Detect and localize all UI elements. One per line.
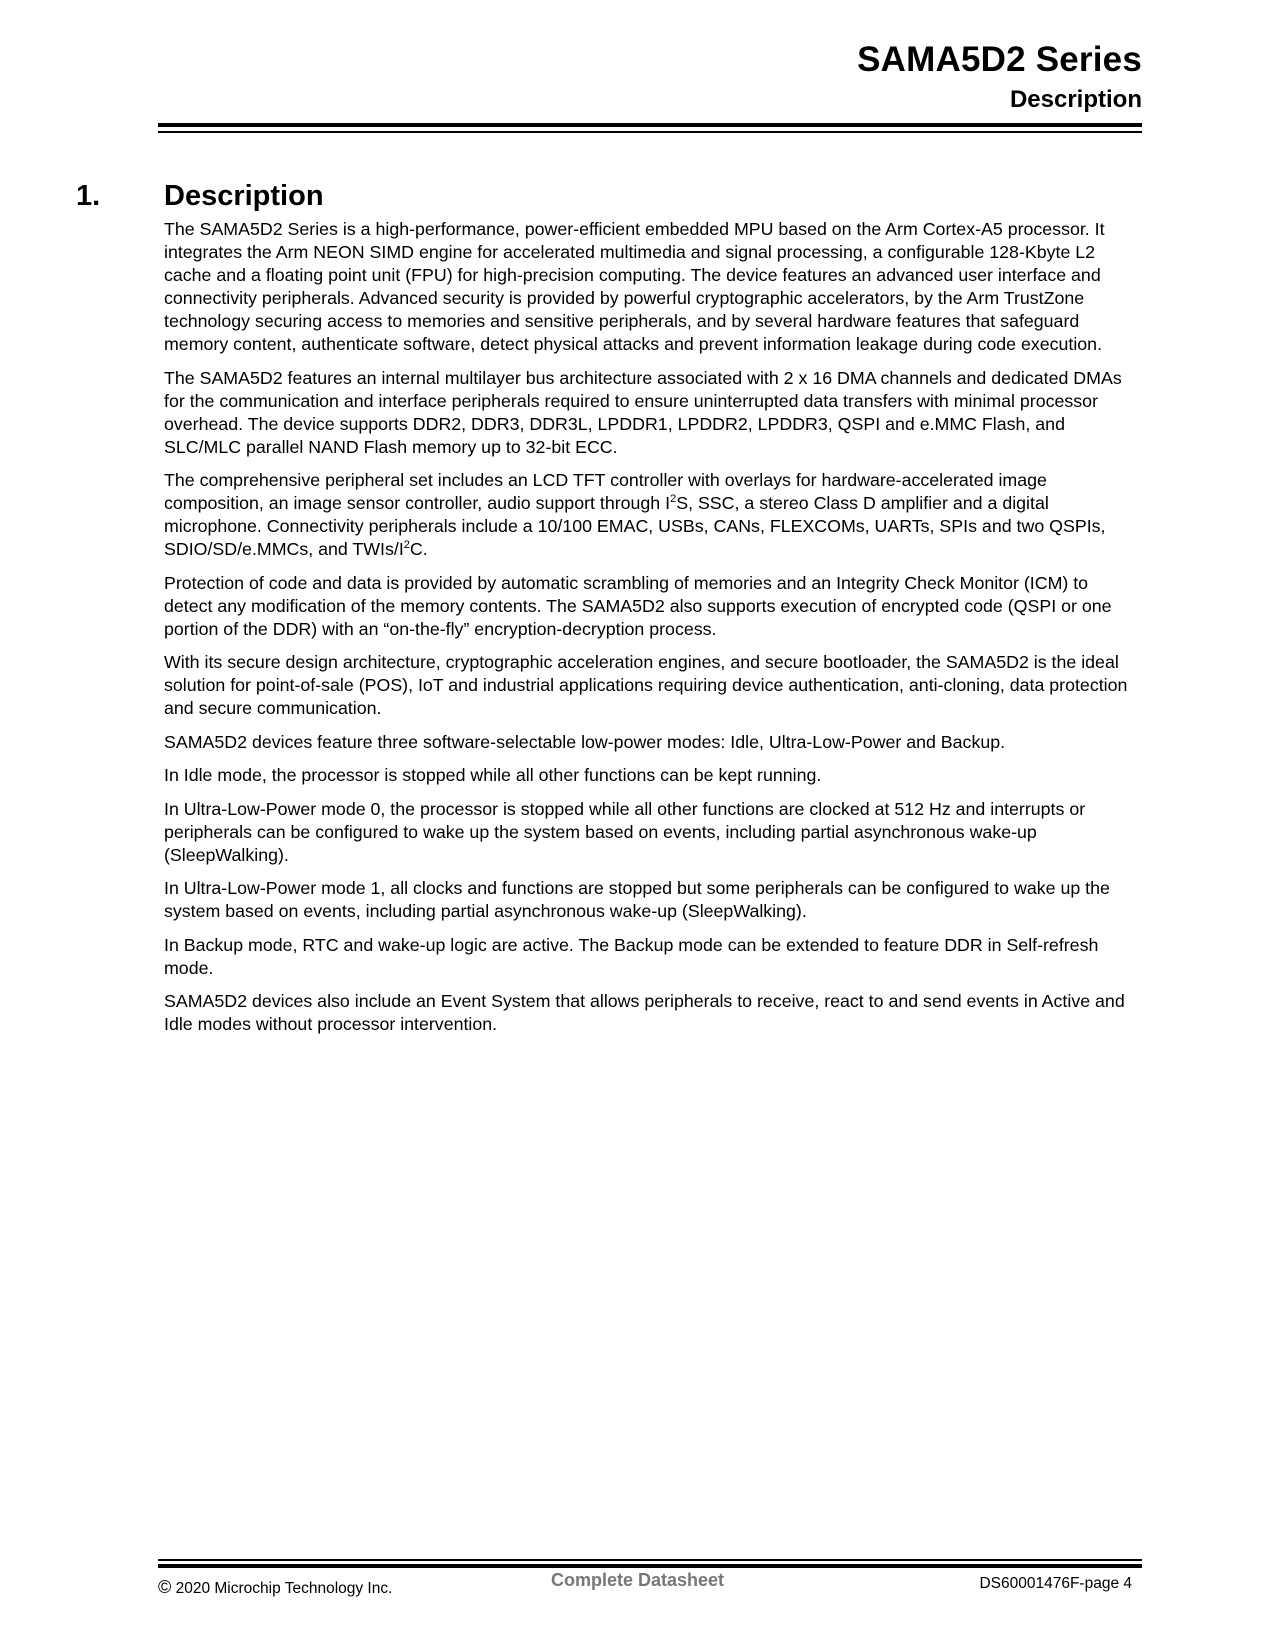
paragraph: The SAMA5D2 Series is a high-performance, power-efficient embedded MPU based on the Arm Cortex-A5 processor. It integrates the Arm NEON SIMD engine for accelerated multimedia and signal processing, a configurable 128-Kbyte L2 cache and a floating point unit (FPU) for high-precision computing. The device features an advanced user interface and connectivity peripherals. Advanced security is provided by powerful cryptographic accelerators, by the Arm TrustZone technology securing access to memories and sensitive peripherals, and by several hardware features that safeguard memory content, authenticate software, detect physical attacks and prevent information leakage during code execution. xyxy=(164,219,1105,354)
body-text xyxy=(164,218,1140,1047)
footer-rule-thick xyxy=(158,1564,1142,1568)
footer-doc-type: Complete Datasheet xyxy=(550,1570,725,1590)
superscript: 2 xyxy=(403,539,410,551)
footer-rule-thin xyxy=(158,1559,1142,1561)
section-number: 1. xyxy=(76,180,101,212)
paragraph: With its secure design architecture, cryptographic acceleration engines, and secure bootloader, the SAMA5D2 is the ideal solution for point-of-sale (POS), IoT and industrial applications requiring device authentication, anti-cloning, data protection and secure communication. xyxy=(164,652,1128,718)
text-run: The comprehensive peripheral set includes an LCD TFT controller with overlays for hardware-accelerated image composition, an image sensor controller, audio support through I xyxy=(164,470,1047,513)
text-run: S, SSC, a stereo Class D amplifier and a digital microphone. Connectivity peripherals include a 10/100 EMAC, USBs, CANs, FLEXCOMs, UARTs, SPIs and two QSPIs, SDIO/SD/e.MMCs, and TWIs/I xyxy=(164,493,1106,559)
paragraph: SAMA5D2 devices feature three software-selectable low-power modes: Idle, Ultra-Low-Power and Backup. xyxy=(164,731,1006,752)
paragraph: In Ultra-Low-Power mode 1, all clocks and functions are stopped but some peripherals can be configured to wake up the system based on events, including partial asynchronous wake-up (SleepWalking). xyxy=(164,878,1110,921)
paragraph: Protection of code and data is provided by automatic scrambling of memories and an Integrity Check Monitor (ICM) to detect any modification of the memory contents. The SAMA5D2 also supports execution of encrypted code (QSPI or one portion of the DDR) with an “on-the-fly” encryption-decryption process. xyxy=(164,572,1112,639)
copyright-symbol: © xyxy=(158,1577,172,1597)
paragraph: In Backup mode, RTC and wake-up logic are active. The Backup mode can be extended to feature DDR in Self-refresh mode. xyxy=(164,934,1099,978)
paragraph: In Ultra-Low-Power mode 0, the processor is stopped while all other functions are clocked at 512 Hz and interrupts or peripherals can be configured to wake up the system based on events, including partial asynchronous wake-up (SleepWalking). xyxy=(164,798,1086,865)
header-rule-thin xyxy=(158,131,1142,133)
text-run: C. xyxy=(409,539,428,559)
document-title: SAMA5D2 Series xyxy=(857,40,1142,79)
paragraph xyxy=(164,469,1140,561)
superscript: 2 xyxy=(670,493,677,505)
copyright-text: 2020 Microchip Technology Inc. xyxy=(175,1580,393,1597)
section-title: Description xyxy=(164,180,324,212)
paragraph: The SAMA5D2 features an internal multilayer bus architecture associated with 2 x 16 DMA channels and dedicated DMAs for the communication and interface peripherals required to ensure uninterrupted data transfers with minimal processor overhead. The device supports DDR2, DDR3, DDR3L, LPDDR1, LPDDR2, LPDDR3, QSPI and e.MMC Flash, and SLC/MLC parallel NAND Flash memory up to 32-bit ECC. xyxy=(164,367,1122,457)
header-rule-thick xyxy=(158,123,1142,127)
paragraph: In Idle mode, the processor is stopped while all other functions can be kept running. xyxy=(164,765,822,785)
document-subtitle: Description xyxy=(1009,86,1142,113)
paragraph: SAMA5D2 devices also include an Event System that allows peripherals to receive, react to and send events in Active and Idle modes without processor intervention. xyxy=(164,991,1125,1034)
footer-page-number: DS60001476F-page 4 xyxy=(979,1575,1132,1592)
